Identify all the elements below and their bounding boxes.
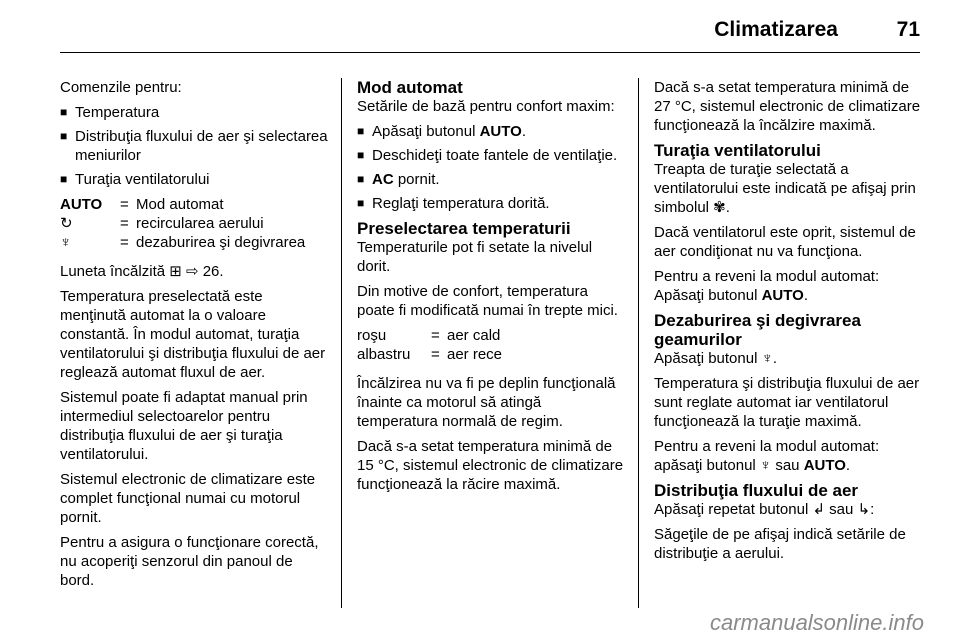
column-divider-2: [638, 78, 639, 608]
paragraph: Temperaturile pot fi setate la nivelul dorit.: [357, 239, 593, 275]
paragraph: Pentru a asigura o funcţionare corectă, nu acoperiţi senzorul din panoul de bord.: [60, 534, 319, 589]
paragraph: Luneta încălzită ⊞ ⇨ 26.: [60, 263, 224, 280]
section-heading: Mod automat: [357, 78, 463, 97]
definition-value: recircularea aerului: [136, 215, 264, 232]
definition-value: dezaburirea şi degivrarea: [136, 234, 306, 251]
list-item: ■ Distribuţia fluxului de aer şi selectarea meniurilor: [60, 127, 328, 165]
list-item: ■ Reglaţi temperatura dorită.: [357, 194, 625, 213]
watermark: carmanualsonline.info: [709, 610, 924, 635]
intro-text: Comenzile pentru:: [60, 79, 182, 96]
temperature-definitions: [357, 326, 502, 364]
controls-list: [60, 103, 328, 189]
section-heading: Distribuţia fluxului de aer: [654, 481, 859, 500]
paragraph: Dacă ventilatorul este oprit, sistemul de aer condiţionat nu va funcţiona.: [654, 224, 916, 260]
paragraph: Pentru a reveni la modul automat: Apăsaţi butonul AUTO.: [654, 268, 880, 304]
paragraph: Dacă s-a setat temperatura minimă de 27 °C, sistemul electronic de climatizare funcţionează la încălzire maximă.: [654, 79, 921, 134]
section-heading: Turaţia ventilatorului: [654, 141, 821, 160]
list-item: ■ Apăsaţi butonul AUTO.: [357, 122, 625, 141]
paragraph: Apăsaţi repetat butonul ↲ sau ↳:: [654, 501, 875, 518]
definition-row: ♆ = dezaburirea şi degivrarea: [60, 234, 306, 251]
definition-row: AUTO = Mod automat: [60, 195, 305, 214]
column-2: [357, 78, 625, 500]
page-header: [60, 18, 920, 53]
paragraph: Dacă s-a setat temperatura minimă de 15 °C, sistemul electronic de climatizare funcţionează la răcire maximă.: [357, 438, 624, 493]
steps-list: [357, 122, 625, 213]
paragraph: Pentru a reveni la modul automat: apăsaţi butonul ♆ sau AUTO.: [654, 438, 880, 474]
list-item: ■ Deschideţi toate fantele de ventilaţie.: [357, 146, 625, 165]
defrost-icon: ♆: [60, 234, 72, 251]
paragraph: Sistemul electronic de climatizare este complet funcţional numai cu motorul pornit.: [60, 471, 316, 526]
definition-row: ↻ = recircularea aerului: [60, 214, 305, 233]
column-3: [654, 78, 924, 569]
paragraph: Apăsaţi butonul ♆.: [654, 350, 777, 367]
column-1: [60, 78, 328, 596]
paragraph: Din motive de confort, temperatura poate fi modificată numai în trepte mici.: [357, 283, 618, 319]
section-heading: Dezaburirea şi degivrarea geamurilor: [654, 311, 861, 349]
paragraph: Săgeţile de pe afişaj indică setările de distribuţie a aerului.: [654, 526, 906, 562]
controls-definitions: [60, 195, 305, 252]
column-divider-1: [341, 78, 342, 608]
paragraph: Temperatura şi distribuţia fluxului de aer sunt reglate automat iar ventilatorul funcţionează la turaţie maximă.: [654, 375, 920, 430]
page-title: Climatizarea: [714, 18, 838, 41]
paragraph: Treapta de turaţie selectată a ventilatorului este indicată pe afişaj prin simbolul ✾.: [654, 161, 916, 216]
list-item: ■ Temperatura: [60, 103, 328, 122]
list-item: ■ Turaţia ventilatorului: [60, 170, 328, 189]
definition-row: roşu = aer cald: [357, 327, 501, 344]
definition-row: albastru = aer rece: [357, 346, 503, 363]
page-number: 71: [896, 18, 920, 41]
auto-key: AUTO: [60, 196, 103, 213]
paragraph: Încălzirea nu va fi pe deplin funcţională înainte ca motorul să atingă temperatura normală de regim.: [357, 375, 616, 430]
paragraph: Sistemul poate fi adaptat manual prin intermediul selectoarelor pentru distribuţia fluxului de aer şi turaţia ventilatorului.: [60, 389, 308, 463]
section-heading: Preselectarea temperaturii: [357, 219, 571, 238]
list-item: ■ AC pornit.: [357, 170, 625, 189]
recirculation-icon: ↻: [60, 215, 73, 232]
paragraph: Temperatura preselectată este menţinută automat la o valoare constantă. În modul automat, turaţia ventilatorului şi distribuţia fluxului de aer reglează automat fluxul de aer.: [60, 288, 326, 381]
definition-value: Mod automat: [136, 196, 224, 213]
paragraph: Setările de bază pentru confort maxim:: [357, 98, 615, 115]
